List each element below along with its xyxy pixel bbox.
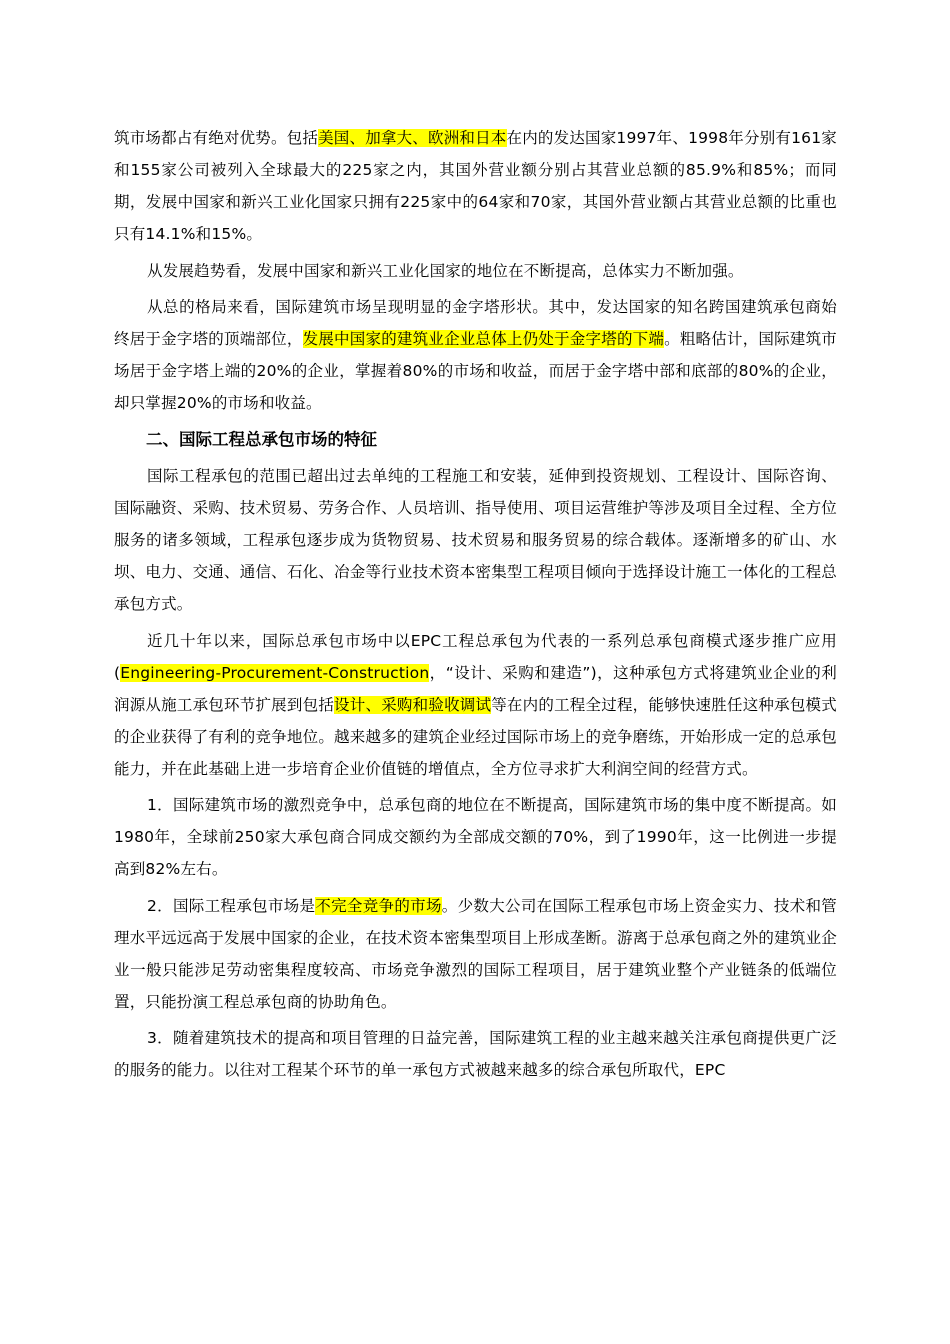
text-run: 二、国际工程总承包市场的特征 xyxy=(146,429,377,449)
section-heading xyxy=(114,424,837,456)
body-paragraph xyxy=(114,1022,837,1086)
body-paragraph xyxy=(114,255,837,287)
text-run: ，“设计、采购和建造”)，这种承包方式将建筑业企业的利润源从施工承包环节扩展到包括 xyxy=(114,663,837,714)
body-paragraph xyxy=(114,789,837,885)
text-run: 3．随着建筑技术的提高和项目管理的日益完善，国际建筑工程的业主越来越关注承包商提供更广泛的服务的能力。以往对工程某个环节的单一承包方式被越来越多的综合承包所取代，EPC xyxy=(114,1029,837,1079)
text-run: 筑市场都占有绝对优势。包括 xyxy=(114,129,319,147)
text-run: 。粗略估计，国际建筑市场居于金字塔上端的20%的企业，掌握着80%的市场和收益，而居于金字塔中部和底部的80%的企业，却只掌握20%的市场和收益。 xyxy=(114,330,837,412)
body-paragraph xyxy=(114,122,837,250)
body-paragraph xyxy=(114,291,837,419)
body-paragraph xyxy=(114,625,837,785)
text-run: 在内的发达国家1997年、1998年分别有161家和155家公司被列入全球最大的225家之内，其国外营业额分别占其营业总额的85.9%和85%；而同期，发展中国家和新兴工业化国家只拥有225家中的64家和70家，其国外营业额占其营业总额的比重也只有14.1%和15%。 xyxy=(114,129,837,243)
text-run: 2．国际工程承包市场是 xyxy=(147,896,316,915)
highlighted-text: 发展中国家的建筑业企业总体上仍处于金字塔的下端 xyxy=(302,330,665,348)
text-run: 。少数大公司在国际工程承包市场上资金实力、技术和管理水平远远高于发展中国家的企业，在技术资本密集型项目上形成垄断。游离于总承包商之外的建筑业企业一般只能涉足劳动密集程度较高、市场竞争激烈的国际工程项目，居于建筑业整个产业链条的低端位置，只能扮演工程总承包商的协助角色。 xyxy=(114,896,837,1011)
highlighted-text: 不完全竞争的市场 xyxy=(315,896,442,915)
text-run: 从总的格局来看，国际建筑市场呈现明显的金字塔形状。其中，发达国家的知名跨国建筑承包商始终居于金字塔的顶端部位， xyxy=(114,298,837,348)
body-paragraph xyxy=(114,460,837,620)
text-run: 1．国际建筑市场的激烈竞争中，总承包商的地位在不断提高，国际建筑市场的集中度不断提高。如1980年，全球前250家大承包商合同成交额约为全部成交额的70%，到了1990年，这一比例进一步提高到82%左右。 xyxy=(114,796,837,878)
highlighted-text: 设计、采购和验收调试 xyxy=(334,695,492,714)
highlighted-text: Engineering-Procurement-Construction xyxy=(120,663,430,682)
text-run: 国际工程承包的范围已超出过去单纯的工程施工和安装，延伸到投资规划、工程设计、国际咨询、国际融资、采购、技术贸易、劳务合作、人员培训、指导使用、项目运营维护等涉及项目全过程、全方位服务的诸多领域，工程承包逐步成为货物贸易、技术贸易和服务贸易的综合载体。逐渐增多的矿山、水坝、电力、交通、通信、石化、冶金等行业技术资本密集型工程项目倾向于选择设计施工一体化的工程总承包方式。 xyxy=(114,467,837,613)
highlighted-text: 美国、加拿大、欧洲和日本 xyxy=(318,129,507,147)
text-run: 等在内的工程全过程，能够快速胜任这种承包模式的企业获得了有利的竞争地位。越来越多的建筑企业经过国际市场上的竞争磨练，开始形成一定的总承包能力，并在此基础上进一步培育企业价值链的增值点，全方位寻求扩大利润空间的经营方式。 xyxy=(114,695,837,778)
text-run: 从发展趋势看，发展中国家和新兴工业化国家的地位在不断提高，总体实力不断加强。 xyxy=(147,261,744,280)
body-paragraph xyxy=(114,890,837,1018)
text-run: 近几十年以来，国际总承包市场中以EPC工程总承包为代表的一系列总承包商模式逐步推广应用( xyxy=(114,631,837,682)
document-page xyxy=(114,122,837,1091)
